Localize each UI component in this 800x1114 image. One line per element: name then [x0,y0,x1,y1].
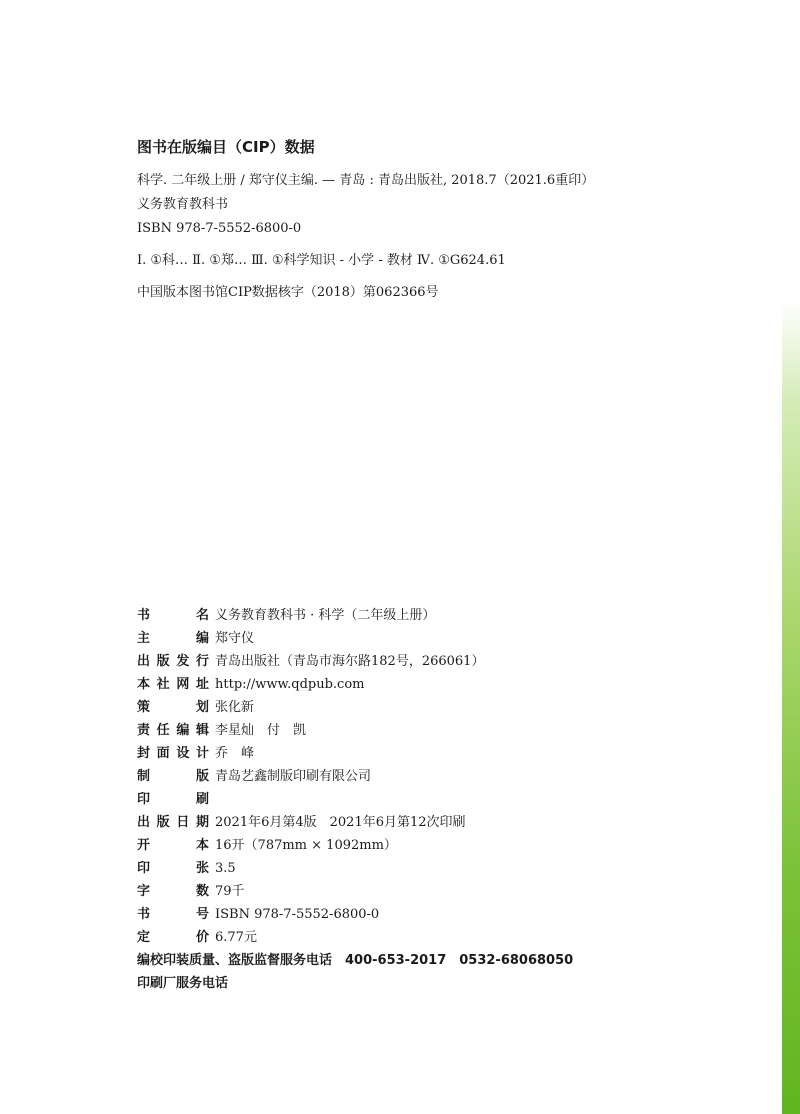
info-row [137,788,737,811]
info-label: 定价 [137,930,209,945]
info-value: 青岛出版社（青岛市海尔路182号，266061） [215,654,485,669]
info-value: http://www.qdpub.com [215,677,365,692]
info-value: 79千 [215,884,245,899]
info-label: 主编 [137,631,209,646]
green-side-stripe [782,300,800,1114]
info-row [137,719,737,742]
info-row [137,857,737,880]
info-value: 16开（787mm × 1092mm） [215,838,397,853]
info-value: 2021年6月第4版 2021年6月第12次印刷 [215,815,466,830]
info-row [137,673,737,696]
cip-title: 图书在版编目（CIP）数据 [137,138,315,156]
info-value: 郑守仪 [215,631,255,646]
info-value: ISBN 978-7-5552-6800-0 [215,907,380,922]
info-label: 本社网址 [137,677,209,692]
cip-block [137,135,737,305]
info-label: 出版日期 [137,815,209,830]
cip-line-title: 科学. 二年级上册 / 郑守仪主编. — 青岛 : 青岛出版社, 2018.7（2021.6重印） [137,173,595,188]
info-value: 义务教育教科书 · 科学（二年级上册） [215,608,436,623]
info-value: 乔 峰 [215,746,255,761]
info-label: 书号 [137,907,209,922]
info-value: 青岛艺鑫制版印刷有限公司 [215,769,372,784]
info-row [137,627,737,650]
info-label: 策划 [137,700,209,715]
info-label: 出版发行 [137,654,209,669]
info-row [137,765,737,788]
cip-line-series: 义务教育教科书 [137,197,229,212]
info-row [137,926,737,949]
info-label: 制版 [137,769,209,784]
info-label: 字数 [137,884,209,899]
info-label: 印刷 [137,792,209,807]
info-row [137,903,737,926]
info-value: 张化新 [215,700,255,715]
info-label: 封面设计 [137,746,209,761]
info-row [137,880,737,903]
quality-hotline: 编校印装质量、盗版监督服务电话 400-653-2017 0532-68068050 [137,953,574,968]
cip-line-record-number: 中国版本图书馆CIP数据核字（2018）第062366号 [137,285,439,300]
info-value: 6.77元 [215,930,257,945]
cip-line-isbn: ISBN 978-7-5552-6800-0 [137,221,302,236]
info-row [137,696,737,719]
info-value: 李星灿 付 凯 [215,723,307,738]
info-row [137,650,737,673]
info-label: 印张 [137,861,209,876]
publication-info [137,604,737,995]
info-value: 3.5 [215,861,236,876]
cip-line-classification: Ⅰ. ①科… Ⅱ. ①郑… Ⅲ. ①科学知识 - 小学 - 教材 Ⅳ. ①G624.61 [137,253,506,268]
info-row [137,811,737,834]
info-label: 书名 [137,608,209,623]
info-label: 开本 [137,838,209,853]
info-row [137,742,737,765]
info-label: 责任编辑 [137,723,209,738]
info-row [137,834,737,857]
info-row [137,604,737,627]
printer-hotline: 印刷厂服务电话 [137,976,229,991]
